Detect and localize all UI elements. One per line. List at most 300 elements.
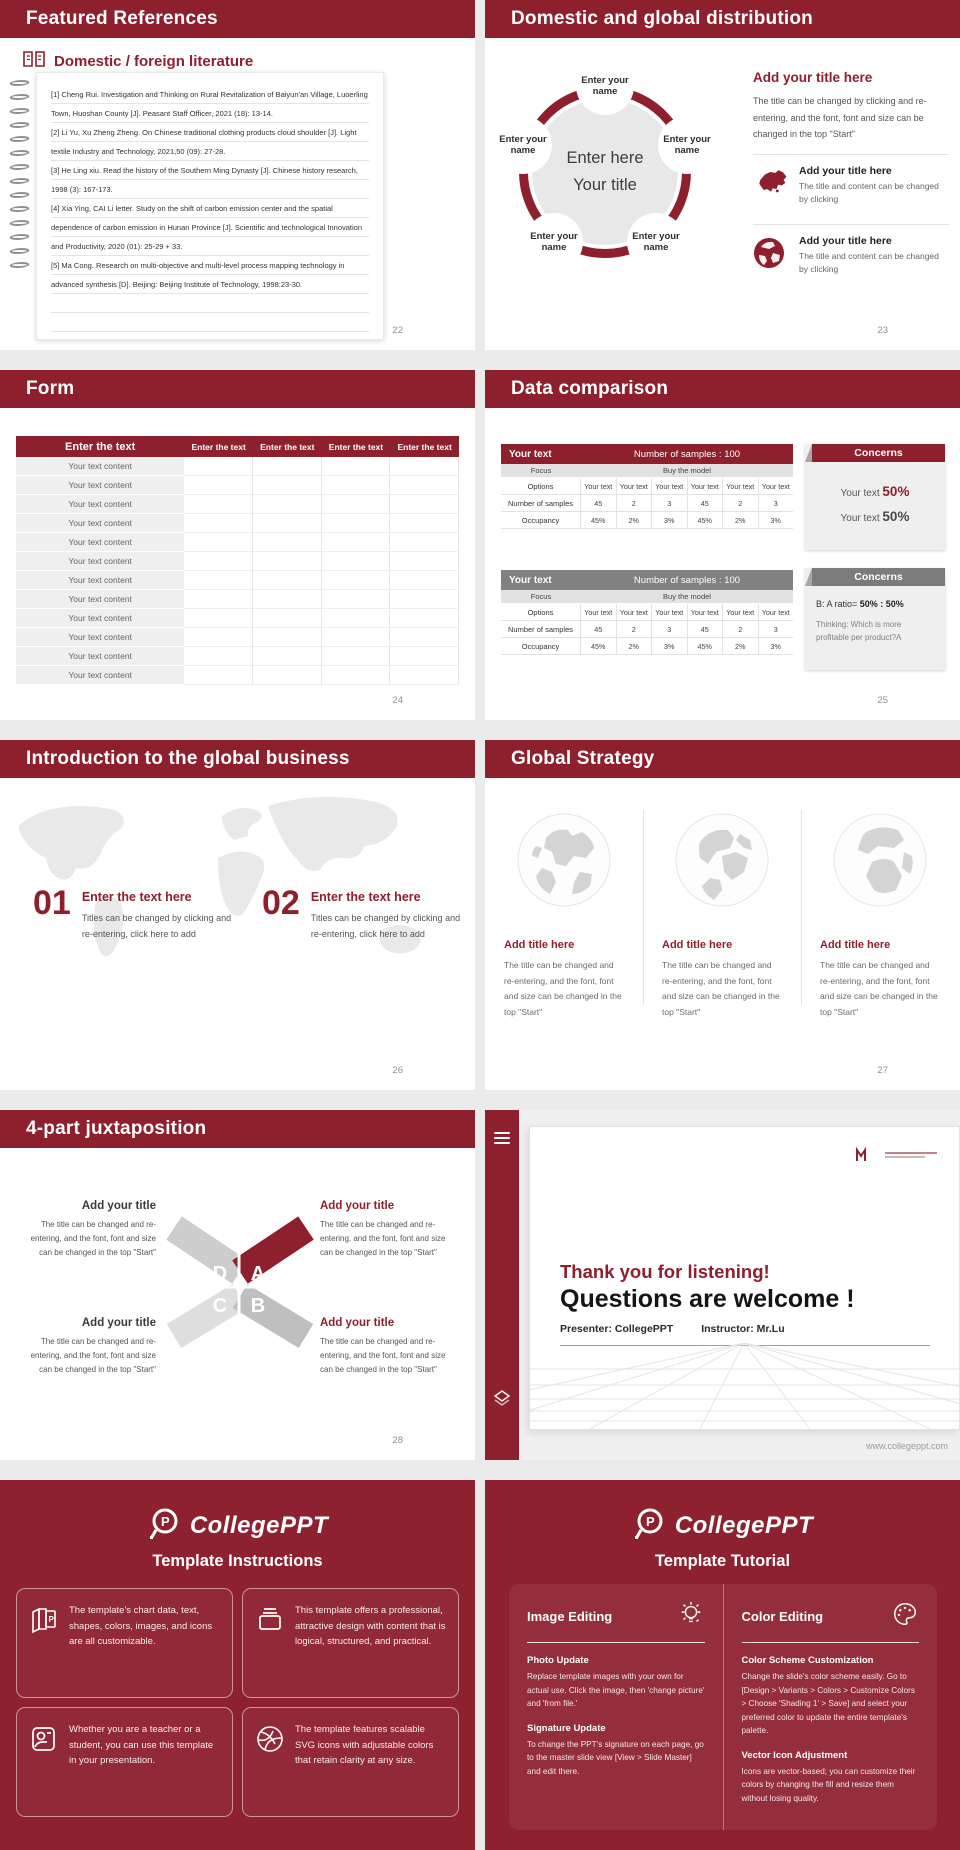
- thanks-line-1: Thank you for listening!: [560, 1261, 770, 1282]
- comparison-cell: 3: [773, 498, 778, 508]
- form-row-label: Your text content: [16, 571, 184, 590]
- diagram-center-line2: Your title: [573, 176, 637, 194]
- focus-label: Focus: [530, 466, 552, 475]
- block-title: Add your title: [320, 1200, 395, 1212]
- tutorial-section-heading: Color Scheme Customization: [741, 1655, 874, 1666]
- comparison-cell: Your text: [652, 604, 688, 620]
- form-row-label: Your text content: [16, 457, 184, 476]
- form-empty-cell: [253, 571, 322, 590]
- block-body: The title can be changed and re-entering, and the font, font and size can be changed in the top "Start": [320, 1337, 446, 1374]
- form-empty-cell: [322, 609, 391, 628]
- form-row-label: Your text content: [16, 552, 184, 571]
- section-heading: [22, 50, 253, 72]
- form-empty-cell: [390, 457, 459, 476]
- ratio-label: B: A ratio=: [816, 599, 860, 609]
- spiral-ring-icon: [8, 220, 32, 226]
- teacher-badge-icon: [29, 1722, 59, 1759]
- distribution-text-column: [753, 70, 949, 283]
- page-number: 25: [877, 695, 888, 706]
- template-pages-icon: [29, 1603, 59, 1640]
- form-empty-cell: [253, 495, 322, 514]
- ratio-line: [816, 599, 934, 609]
- dribbble-ball-icon: [255, 1722, 285, 1759]
- reference-paper: [36, 72, 384, 340]
- lightbulb-icon: [677, 1600, 705, 1633]
- juxta-block-top-left: [24, 1200, 156, 1260]
- concerns-card-1: [805, 444, 945, 550]
- form-row-label: Your text content: [16, 514, 184, 533]
- form-row-label: Your text content: [16, 590, 184, 609]
- comparison-cell: Your text: [761, 607, 790, 617]
- panel-heading: Template Instructions: [152, 1552, 323, 1570]
- item-body: Titles can be changed by clicking and re-entering, click here to add: [310, 913, 461, 939]
- instruction-text: The template features scalable SVG icons with adjustable colors that retain clarity at any size.: [295, 1724, 434, 1766]
- form-header-cell: Enter the text: [328, 441, 384, 452]
- form-header-cell: Enter the text: [397, 441, 452, 452]
- form-table-row: [16, 666, 459, 685]
- info-panels: [0, 1480, 960, 1850]
- form-empty-cell: [390, 647, 459, 666]
- block-body: The title can be changed and re-entering, and the font, font and size can be changed in the top "Start": [320, 1220, 446, 1257]
- juxta-block-bottom-left: [24, 1317, 156, 1377]
- circular-diagram: [497, 64, 713, 280]
- item-title: Add your title here: [799, 164, 892, 177]
- form-table-body: [16, 457, 459, 685]
- spiral-ring-icon: [8, 192, 32, 198]
- page-number: 26: [392, 1065, 403, 1076]
- concerns-body: [805, 462, 945, 530]
- comparison-cell: Your text: [652, 478, 688, 494]
- comparison-cell: 2: [723, 495, 759, 511]
- form-empty-cell: [322, 495, 391, 514]
- instruction-text: Whether you are a teacher or a student, you can use this template in your presentation.: [69, 1724, 214, 1766]
- spiral-ring-icon: [8, 206, 32, 212]
- spiral-ring-icon: [8, 150, 32, 156]
- column-title: Add title here: [662, 939, 733, 951]
- open-book-icon: [22, 50, 46, 72]
- comparison-cell: 3%: [770, 515, 781, 525]
- form-empty-cell: [253, 476, 322, 495]
- form-empty-cell: [184, 609, 253, 628]
- diagram-node-right: Enter your name: [658, 116, 716, 174]
- tutorial-section-body: Icons are vector-based; you can customize their colors by changing the fill and resize them without losing quality.: [741, 1766, 916, 1803]
- concerns-banner: Concerns: [812, 444, 945, 462]
- comparison-cell: 45%: [688, 638, 724, 654]
- comparison-cell: 3%: [652, 512, 688, 528]
- form-header-cell: Enter the text: [65, 440, 136, 453]
- form-empty-cell: [184, 514, 253, 533]
- column-title: Add title here: [504, 939, 575, 951]
- slide-title-bar: 4-part juxtaposition: [0, 1110, 475, 1148]
- form-table-header: [16, 436, 459, 457]
- ratio-value: 50% : 50%: [859, 599, 904, 609]
- page-number: 28: [392, 1435, 403, 1446]
- comparison-cell: 45: [581, 621, 617, 637]
- thanks-line-2: Questions are welcome !: [560, 1285, 855, 1313]
- svg-text:P: P: [48, 1615, 54, 1624]
- block-title: Add your title: [81, 1200, 156, 1212]
- globe-icon: [516, 812, 612, 913]
- globe-icon: [832, 812, 928, 913]
- notebook-spiral: [10, 80, 29, 276]
- form-empty-cell: [253, 628, 322, 647]
- comparison-cell: 2%: [723, 512, 759, 528]
- comparison-cell: 2%: [617, 512, 653, 528]
- page-number: 22: [392, 325, 403, 336]
- thank-you-card: [529, 1126, 960, 1430]
- item-number: 01: [33, 884, 71, 922]
- concern-value: 50%: [882, 484, 910, 499]
- logo-text: CollegePPT: [674, 1511, 814, 1539]
- collegeppt-logo-icon: [632, 1506, 666, 1545]
- slide-24-form: [0, 370, 475, 720]
- form-empty-cell: [390, 476, 459, 495]
- concern-line: [805, 480, 945, 505]
- svg-text:P: P: [645, 1514, 655, 1529]
- item-number: 02: [262, 884, 300, 922]
- slide-22-featured-references: [0, 0, 475, 350]
- column-body: The title can be changed and re-entering, and the font, font and size can be changed in the top "Start": [504, 960, 622, 1017]
- instruction-card: [242, 1588, 459, 1698]
- letter-d: D: [212, 1263, 228, 1285]
- presenter-label: Presenter: CollegePPT: [560, 1323, 674, 1335]
- comparison-table-2: [501, 570, 793, 655]
- form-row-label: Your text content: [16, 495, 184, 514]
- form-empty-cell: [322, 666, 391, 685]
- list-item: [753, 225, 949, 283]
- slide-title-bar: Introduction to the global business: [0, 740, 475, 778]
- perspective-grid-decoration: [530, 1343, 959, 1429]
- comparison-cell: 2: [723, 621, 759, 637]
- reference-item: [2] Li Yu, Xu Zheng Zheng. On Chinese traditional clothing products cloud shoulder [J]. Light textile Industry and Technology, 2021,50 (09): 27-28.: [51, 128, 357, 156]
- form-table-row: [16, 609, 459, 628]
- form-row-label: Your text content: [16, 666, 184, 685]
- slide-27-global-strategy: [485, 740, 960, 1090]
- form-empty-cell: [390, 495, 459, 514]
- column-body: The title can be changed and re-entering, and the font, font and size can be changed in the top "Start": [820, 960, 938, 1017]
- strategy-column-2: [643, 812, 801, 1020]
- item-body: The title and content can be changed by clicking: [799, 250, 939, 274]
- form-row-label: Your text content: [16, 476, 184, 495]
- concerns-banner: Concerns: [812, 568, 945, 586]
- template-instructions-panel: [0, 1480, 475, 1850]
- comparison-row: [501, 512, 793, 529]
- form-empty-cell: [253, 647, 322, 666]
- form-empty-cell: [253, 514, 322, 533]
- comparison-cell: Your text: [723, 478, 759, 494]
- spiral-ring-icon: [8, 248, 32, 254]
- comparison-row-label: Number of samples: [501, 495, 581, 511]
- sidebar-accent-bar: [485, 1110, 519, 1460]
- website-url: www.collegeppt.com: [865, 1441, 948, 1451]
- comparison-focus-row: [501, 464, 793, 478]
- column-body: The title can be changed by clicking and re-entering, and the font, font and size can be changed in the top "Start": [753, 96, 927, 139]
- numbered-item-2: [262, 884, 473, 942]
- slide-title-bar: Featured References: [0, 0, 475, 38]
- form-header-cell: Enter the text: [191, 441, 246, 452]
- form-empty-cell: [322, 571, 391, 590]
- form-empty-cell: [322, 590, 391, 609]
- comparison-cell: Your text: [581, 604, 617, 620]
- item-heading: Enter the text here: [81, 890, 192, 904]
- comparison-cell: 45: [688, 495, 724, 511]
- spiral-ring-icon: [8, 262, 32, 268]
- comparison-cell: Your text: [617, 604, 653, 620]
- slide-title-bar: Global Strategy: [485, 740, 960, 778]
- tutorial-section-body: To change the PPT's signature on each page, go to the master slide view [View > Slide Master] and edit there.: [527, 1739, 704, 1776]
- form-empty-cell: [322, 628, 391, 647]
- comparison-row: [501, 621, 793, 638]
- logo-text: CollegePPT: [189, 1511, 329, 1539]
- form-empty-cell: [322, 552, 391, 571]
- comparison-row: [501, 495, 793, 512]
- list-item: [753, 155, 949, 213]
- slide-thank-you: [485, 1110, 960, 1460]
- block-body: The title can be changed and re-entering, and the font, font and size can be changed in the top "Start": [30, 1337, 156, 1374]
- concern-line: [805, 505, 945, 530]
- instruction-text: The template's chart data, text, shapes, colors, images, and icons are all customizable.: [69, 1605, 213, 1647]
- column-title: Add your title here: [753, 70, 873, 85]
- diagram-node-top: Enter your name: [576, 57, 634, 115]
- comparison-table-header: [501, 444, 793, 464]
- form-empty-cell: [253, 533, 322, 552]
- form-table-row: [16, 552, 459, 571]
- comparison-table-title: Your text: [509, 574, 552, 586]
- letter-a: A: [250, 1263, 266, 1285]
- form-row-label: Your text content: [16, 533, 184, 552]
- comparison-cell: Your text: [688, 604, 724, 620]
- collegeppt-logo: [485, 1506, 960, 1545]
- briefcase-icon: [255, 1603, 285, 1640]
- instruction-card: [242, 1707, 459, 1817]
- comparison-cell: 45%: [688, 512, 724, 528]
- comparison-table-subtitle: Number of samples : 100: [633, 574, 741, 586]
- spiral-ring-icon: [8, 108, 32, 114]
- form-empty-cell: [322, 533, 391, 552]
- concerns-card-2: [805, 568, 945, 670]
- template-tutorial-panel: [485, 1480, 960, 1850]
- comparison-cell: 45: [581, 495, 617, 511]
- diagram-node-bottom-right: Enter your name: [627, 213, 685, 271]
- comparison-cell: 2: [617, 495, 653, 511]
- collegeppt-logo: [0, 1506, 475, 1545]
- form-empty-cell: [184, 533, 253, 552]
- comparison-cell: 2%: [617, 638, 653, 654]
- comparison-cell: 3: [652, 621, 688, 637]
- numbered-item-1: [33, 884, 244, 942]
- form-empty-cell: [322, 647, 391, 666]
- form-empty-cell: [322, 457, 391, 476]
- block-title: Add your title: [320, 1317, 395, 1329]
- comparison-row-label: Occupancy: [501, 638, 581, 654]
- comparison-focus-row: [501, 590, 793, 604]
- comparison-cell: 2: [617, 621, 653, 637]
- focus-value: Buy the model: [663, 466, 711, 475]
- x-ribbon-graphic: [160, 1208, 315, 1353]
- globe-icon: [753, 235, 789, 274]
- comparison-cell: Your text: [761, 481, 790, 491]
- form-empty-cell: [184, 476, 253, 495]
- comparison-cell: 3: [652, 495, 688, 511]
- reference-item: [1] Cheng Rui. Investigation and Thinking on Rural Revitalization of Baiyun'an Village, Luoerling Town, Huoshan County [J]. Peasant Staff Officer, 2021 (18): 13-14.: [51, 90, 368, 118]
- form-empty-cell: [253, 666, 322, 685]
- slide-26-global-business: [0, 740, 475, 1090]
- china-map-icon: [753, 165, 789, 200]
- form-empty-cell: [390, 571, 459, 590]
- comparison-table-title: Your text: [509, 448, 552, 460]
- form-table: [16, 436, 459, 685]
- focus-label: Focus: [530, 592, 552, 601]
- comparison-cell: 45%: [581, 638, 617, 654]
- form-empty-cell: [390, 590, 459, 609]
- form-table-row: [16, 457, 459, 476]
- spiral-ring-icon: [8, 122, 32, 128]
- form-empty-cell: [184, 571, 253, 590]
- comparison-cell: 3%: [652, 638, 688, 654]
- slide-title-bar: Data comparison: [485, 370, 960, 408]
- comparison-row: [501, 478, 793, 495]
- page-number: 23: [877, 325, 888, 336]
- reference-item: [5] Ma Cong. Research on multi-objective and multi-level process mapping technology in advanced synthesis [D]. Beijing: Beijing Institute of Technology, 1998:23-30.: [51, 261, 345, 289]
- concerns-body: [805, 586, 945, 657]
- comparison-cell: Your text: [723, 604, 759, 620]
- concern-text: Your text: [840, 488, 883, 499]
- slide-23-distribution: [485, 0, 960, 350]
- instructor-label: Instructor: Mr.Lu: [701, 1323, 785, 1335]
- form-empty-cell: [390, 666, 459, 685]
- tutorial-column-image-editing: [509, 1584, 723, 1830]
- letter-c: C: [212, 1295, 228, 1317]
- form-empty-cell: [184, 647, 253, 666]
- concern-note: Thinking: Which is more profitable per product?A: [816, 620, 902, 642]
- comparison-row-label: Options: [501, 604, 581, 620]
- instruction-card: [16, 1707, 233, 1817]
- block-title: Add your title: [81, 1317, 156, 1329]
- strategy-column-1: [485, 812, 643, 1020]
- credits-row: [560, 1323, 785, 1335]
- slide-28-juxtaposition: [0, 1110, 475, 1460]
- block-body: The title can be changed and re-entering, and the font, font and size can be changed in the top "Start": [30, 1220, 156, 1257]
- diamond-logo-icon: [492, 1389, 512, 1414]
- spiral-ring-icon: [8, 164, 32, 170]
- comparison-cell: Your text: [581, 478, 617, 494]
- comparison-cell: 45: [688, 621, 724, 637]
- tutorial-section-body: Replace template images with your own for actual use. Click the image, then 'change picture' and 'from file.': [527, 1672, 705, 1708]
- form-empty-cell: [390, 628, 459, 647]
- form-header-cell: Enter the text: [260, 441, 315, 452]
- form-table-row: [16, 647, 459, 666]
- slide-title-bar: Domestic and global distribution: [485, 0, 960, 38]
- form-table-row: [16, 571, 459, 590]
- form-empty-cell: [184, 457, 253, 476]
- hamburger-icon: [494, 1132, 510, 1147]
- juxta-block-top-right: [320, 1200, 452, 1260]
- diagram-center-line1: Enter here: [566, 149, 644, 167]
- palette-icon: [891, 1600, 919, 1633]
- instruction-text: This template offers a professional, attractive design with content that is logical, structured, and practical.: [295, 1605, 446, 1647]
- item-heading: Enter the text here: [310, 890, 421, 904]
- letter-b: B: [250, 1295, 266, 1317]
- form-empty-cell: [253, 609, 322, 628]
- slide-25-data-comparison: [485, 370, 960, 720]
- form-empty-cell: [184, 590, 253, 609]
- comparison-row: [501, 604, 793, 621]
- form-table-row: [16, 533, 459, 552]
- form-table-row: [16, 476, 459, 495]
- collegeppt-logo-icon: [147, 1506, 181, 1545]
- comparison-row-label: Number of samples: [501, 621, 581, 637]
- form-table-row: [16, 495, 459, 514]
- spiral-ring-icon: [8, 80, 32, 86]
- page-number: 24: [392, 695, 403, 706]
- comparison-row: [501, 638, 793, 655]
- slide-title-bar: Form: [0, 370, 475, 408]
- university-logo-icon: [854, 1147, 937, 1163]
- form-table-row: [16, 514, 459, 533]
- comparison-table-subtitle: Number of samples : 100: [633, 448, 741, 460]
- section-title: Domestic / foreign literature: [54, 52, 254, 70]
- tutorial-section-heading: Vector Icon Adjustment: [741, 1749, 848, 1761]
- spiral-ring-icon: [8, 178, 32, 184]
- form-empty-cell: [184, 666, 253, 685]
- strategy-column-3: [801, 812, 959, 1020]
- university-logo-text-lines: [885, 1150, 937, 1160]
- comparison-cell: 3%: [770, 641, 781, 651]
- form-row-label: Your text content: [16, 647, 184, 666]
- form-empty-cell: [184, 495, 253, 514]
- instruction-card: [16, 1588, 233, 1698]
- form-empty-cell: [390, 609, 459, 628]
- reference-item: [4] Xia Ying, CAI Li letter. Study on the shift of carbon emission center and the spatial dependence of carbon emission in Hunan Province [J]. Scientific and technological Innovation and Productivity, 2020 (01): 25-29 + 33.: [51, 204, 363, 251]
- comparison-table-1: [501, 444, 793, 529]
- form-row-label: Your text content: [16, 628, 184, 647]
- concern-text: Your text: [840, 513, 883, 524]
- juxta-block-bottom-right: [320, 1317, 452, 1377]
- form-empty-cell: [184, 552, 253, 571]
- form-row-label: Your text content: [16, 609, 184, 628]
- svg-text:P: P: [160, 1514, 170, 1529]
- comparison-cell: 2%: [723, 638, 759, 654]
- tutorial-column-title: Image Editing: [527, 1609, 613, 1624]
- comparison-cell: 45%: [581, 512, 617, 528]
- tutorial-section-body: Change the slide's color scheme easily. Go to [Design > Variants > Colors > Customize Colors > Choose 'Shading 1' > Save] and select your preferred color to update the entire template's palette.: [741, 1672, 915, 1735]
- form-empty-cell: [253, 552, 322, 571]
- spiral-ring-icon: [8, 136, 32, 142]
- comparison-cell: 3: [773, 624, 778, 634]
- tutorial-column-color-editing: [723, 1584, 938, 1830]
- diagram-node-left: Enter your name: [494, 116, 552, 174]
- panel-heading: Template Tutorial: [654, 1552, 791, 1570]
- form-empty-cell: [390, 514, 459, 533]
- comparison-cell: Your text: [688, 478, 724, 494]
- reference-list: [51, 85, 369, 333]
- comparison-row-label: Options: [501, 478, 581, 494]
- tutorial-column-title: Color Editing: [741, 1609, 824, 1624]
- item-body: The title and content can be changed by clicking: [799, 180, 939, 204]
- form-empty-cell: [390, 552, 459, 571]
- tutorial-section-heading: Photo Update: [527, 1655, 589, 1666]
- comparison-cell: Your text: [617, 478, 653, 494]
- form-empty-cell: [322, 514, 391, 533]
- spiral-ring-icon: [8, 94, 32, 100]
- form-empty-cell: [184, 628, 253, 647]
- form-table-row: [16, 590, 459, 609]
- column-title: Add title here: [820, 939, 891, 951]
- tutorial-section-heading: Signature Update: [527, 1722, 606, 1734]
- spiral-ring-icon: [8, 234, 32, 240]
- column-body: The title can be changed and re-entering, and the font, font and size can be changed in the top "Start": [662, 960, 780, 1017]
- form-empty-cell: [253, 590, 322, 609]
